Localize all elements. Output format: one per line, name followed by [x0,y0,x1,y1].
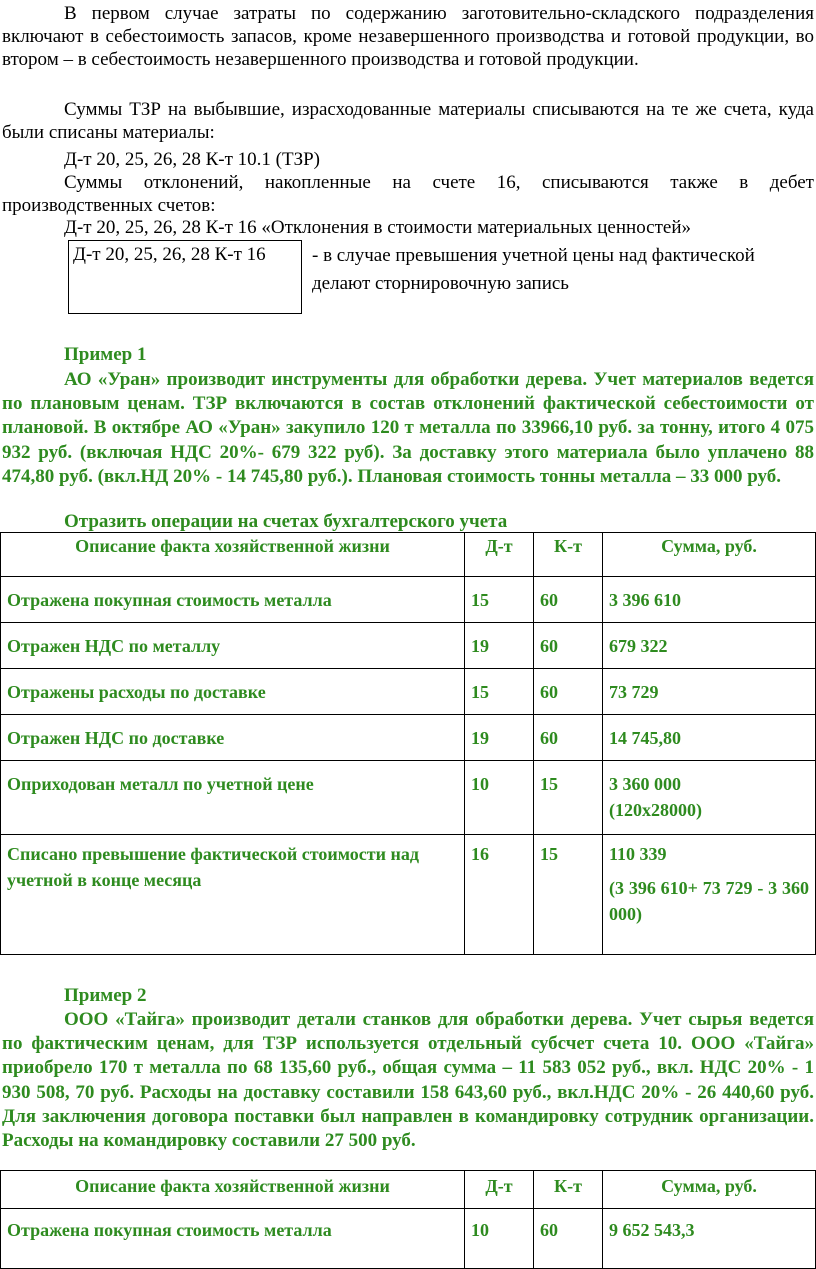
example-1-text: АО «Уран» производит инструменты для обработки дерева. Учет материалов ведется по плановым ценам. ТЗР включаются в состав отклонений фактической себестоимости от плановой. В октябре АО «Уран» закупило 120 т металла по 33966,10 руб. за тонну, итого 4 075 932 руб. (включая НДС 20%- 679 322 руб). За доставку этого материала было уплачено 88 474,80 руб. (вкл.НД 20% - 14 745,80 руб.). Плановая стоимость тонны металла – 33 000 руб. [2,369,814,487]
entry-deviations: Д-т 20, 25, 26, 28 К-т 16 «Отклонения в стоимости материальных ценностей» [64,217,691,238]
example-2-table [0,1170,816,1269]
row-debit: 19 [465,623,534,669]
row-credit: 60 [534,669,603,715]
example-1-table [0,532,816,955]
table-row [1,623,816,669]
header-sum: Сумма, руб. [603,533,816,577]
row-description: Списано превышение фактической стоимости над учетной в конце месяца [1,835,465,955]
row-debit: 10 [465,1209,534,1269]
storno-note-2: делают сторнировочную запись [312,273,569,294]
intro-paragraph-1: В первом случае затраты по содержанию заготовительно-складского подразделения включают в себестоимость запасов, кроме незавершенного производства и готовой продукции, во втором – в себестоимость незавершенного производства и готовой продукции. [2,3,814,70]
example-2-text: ООО «Тайга» производит детали станков для обработки дерева. Учет сырья ведется по фактическим ценам, для ТЗР используется отдельный субсчет счета 10. ООО «Тайга» приобрело 170 т металла по 68 135,60 руб., общая сумма – 11 583 052 руб., вкл. НДС 20% - 1 930 508, 70 руб. Расходы на доставку составили 158 643,60 руб., вкл.НДС 20% - 26 440,60 руб. Для заключения договора поставки был направлен в командировку сотрудник организации. Расходы на командировку составили 27 500 руб. [2,1009,814,1152]
row-debit: 15 [465,669,534,715]
row-description: Отражены расходы по доставке [1,669,465,715]
header-debit: Д-т [465,533,534,577]
row-debit: 10 [465,761,534,835]
table-header-row [1,1171,816,1209]
row-debit: 19 [465,715,534,761]
row-sum-formula: (120х28000) [609,800,702,820]
table-row [1,761,816,835]
intro-paragraph-2: Суммы ТЗР на выбывшие, израсходованные материалы списываются на те же счета, куда были списаны материалы: [2,99,814,143]
row-debit: 15 [465,577,534,623]
row-credit: 60 [534,715,603,761]
table-row [1,835,816,955]
storno-entry: Д-т 20, 25, 26, 28 К-т 16 [73,244,266,265]
header-credit: К-т [534,1171,603,1209]
row-credit: 15 [534,761,603,835]
row-sum: 3 396 610 [603,577,816,623]
row-description: Оприходован металл по учетной цене [1,761,465,835]
row-sum-value: 3 360 000 [609,774,681,794]
intro-paragraph-3: Суммы отклонений, накопленные на счете 16, списываются также в дебет производственных счетов: [2,172,814,216]
row-sum: 679 322 [603,623,816,669]
header-sum: Сумма, руб. [603,1171,816,1209]
table-row [1,669,816,715]
storno-note-1: - в случае превышения учетной цены над фактической [312,245,755,266]
table-row [1,715,816,761]
header-description: Описание факта хозяйственной жизни [1,533,465,577]
entry-tzr: Д-т 20, 25, 26, 28 К-т 10.1 (ТЗР) [64,149,320,170]
example-2-title: Пример 2 [64,985,147,1006]
example-1-task: Отразить операции на счетах бухгалтерского учета [64,511,508,532]
row-sum: 9 652 543,3 [603,1209,816,1269]
row-credit: 15 [534,835,603,955]
row-credit: 60 [534,1209,603,1269]
row-sum [603,761,816,835]
header-debit: Д-т [465,1171,534,1209]
header-credit: К-т [534,533,603,577]
table-row [1,1209,816,1269]
row-description: Отражена покупная стоимость металла [1,577,465,623]
row-debit: 16 [465,835,534,955]
table-row [1,577,816,623]
row-sum-value: 110 339 [609,844,667,864]
row-sum [603,835,816,955]
table-header-row [1,533,816,577]
row-sum-formula: (3 396 610+ 73 729 - 3 360 000) [609,878,809,924]
row-credit: 60 [534,577,603,623]
row-description: Отражен НДС по металлу [1,623,465,669]
example-1-title: Пример 1 [64,344,147,365]
row-credit: 60 [534,623,603,669]
storno-box [68,240,302,314]
row-sum: 14 745,80 [603,715,816,761]
row-description: Отражен НДС по доставке [1,715,465,761]
header-description: Описание факта хозяйственной жизни [1,1171,465,1209]
row-description: Отражена покупная стоимость металла [1,1209,465,1269]
row-sum: 73 729 [603,669,816,715]
